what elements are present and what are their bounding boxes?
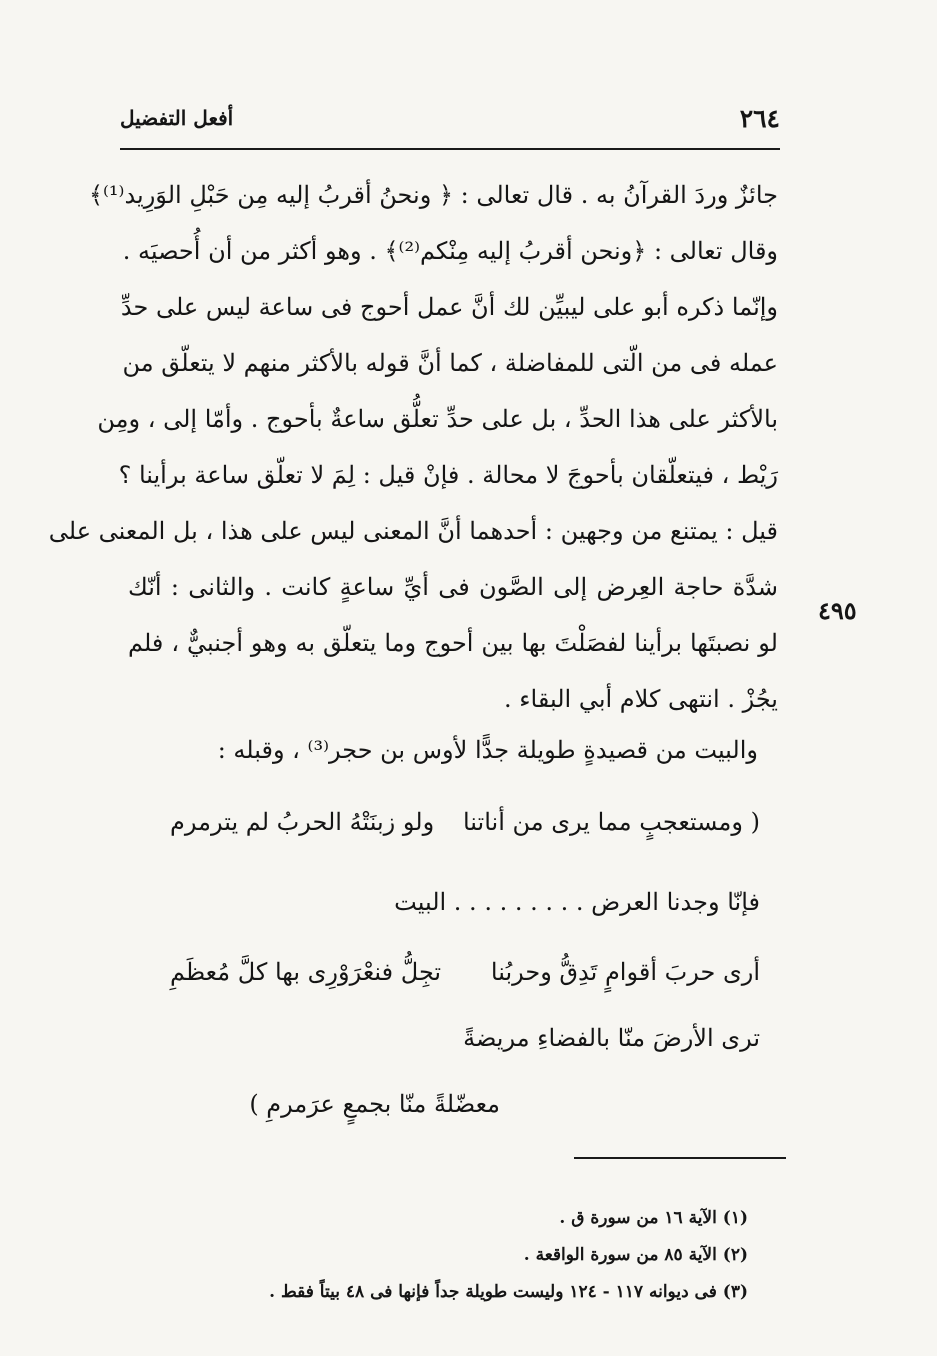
footnote-rule: [574, 1157, 786, 1159]
verse-first-hemistich: ترى الأرضَ منّا بالفضاءِ مريضةً: [463, 1024, 760, 1052]
verse-line: [160, 958, 760, 1008]
verse-first-hemistich: أرى حربَ أقوامٍ تَدِقُّ وحربُنا: [490, 958, 760, 986]
header-rule: [120, 148, 780, 150]
verse-first-hemistich: معضّلةً منّا بجمعٍ عرَمرمِ ): [249, 1090, 500, 1118]
body-line: وإنّما ذكره أبو على ليبيِّن لك أنَّ عمل أحوج فى ساعة ليس على حدِّ: [120, 293, 778, 321]
body-line: يجُزْ . انتهى كلام أبي البقاء .: [503, 685, 778, 713]
margin-number: ٤٩٥: [818, 596, 857, 625]
verse-second-hemistich: ولو زبنَتْهُ الحربُ لم يترمرم: [170, 808, 435, 836]
body-line: قيل : يمتنع من وجهين : أحدهما أنَّ المعنى ليس على هذا ، بل المعنى على: [48, 517, 778, 545]
running-title: أفعل التفضيل: [120, 106, 234, 130]
verse-line: [160, 1090, 500, 1140]
verse-line: [160, 808, 760, 858]
body-line: بالأكثر على هذا الحدِّ ، بل على حدِّ تعلُّق ساعةٌ بأحوج . وأمّا إلى ، ومِن: [97, 405, 778, 433]
footnotes: [240, 1200, 748, 1311]
footnote: (٣) فى ديوانه ١١٧ - ١٢٤ وليست طويلة جداً فإنها فى ٤٨ بيتاً فقط .: [269, 1282, 748, 1302]
page-number: ٢٦٤: [739, 104, 780, 133]
body-text: [48, 167, 778, 727]
body-line: شدَّة حاجة العِرض إلى الصَّون فى أيِّ ساعةٍ كانت . والثانى : أنّك: [128, 573, 778, 601]
body-line: جائزٌ وردَ القرآنُ به . قال تعالى : ﴿ ونحنُ أقربُ إليه مِن حَبْلِ الوَرِيد⁽¹⁾﴾: [88, 181, 778, 209]
verse-first-hemistich: ( ومستعجبٍ مما يرى من أناتنا: [462, 808, 760, 836]
verse-second-hemistich: تجِلُّ فنعْرَوْرِى بها كلَّ مُعظَمِ: [170, 958, 442, 986]
verse-first-hemistich: فإنّا وجدنا العرض . . . . . . . . . البيت: [394, 888, 760, 916]
body-line: وقال تعالى : ﴿ونحن أقربُ إليه مِنْكم⁽²⁾﴾ . وهو أكثر من أن أُحصيَه .: [122, 237, 778, 265]
poem-intro: والبيت من قصيدةٍ طويلة جدًّا لأوس بن حجر⁽³⁾ ، وقبله :: [217, 736, 758, 764]
footnote: (١) الآية ١٦ من سورة ق .: [559, 1208, 748, 1228]
body-line: عمله فى من الّتى للمفاضلة ، كما أنَّ قوله بالأكثر منهم لا يتعلّق من: [122, 349, 778, 377]
verse-line: [160, 888, 760, 938]
page-header: [120, 104, 780, 144]
body-line: لو نصبتَها برأينا لفصَلْتَ بها بين أحوج وما يتعلّق به وهو أجنبيٌّ ، فلم: [128, 629, 778, 657]
footnote: (٢) الآية ٨٥ من سورة الواقعة .: [523, 1245, 748, 1265]
body-line: رَيْط ، فيتعلّقان بأحوجَ لا محالة . فإنْ قيل : لِمَ لا تعلّق ساعة برأينا ؟: [118, 461, 778, 489]
verse-line: [160, 1024, 760, 1074]
